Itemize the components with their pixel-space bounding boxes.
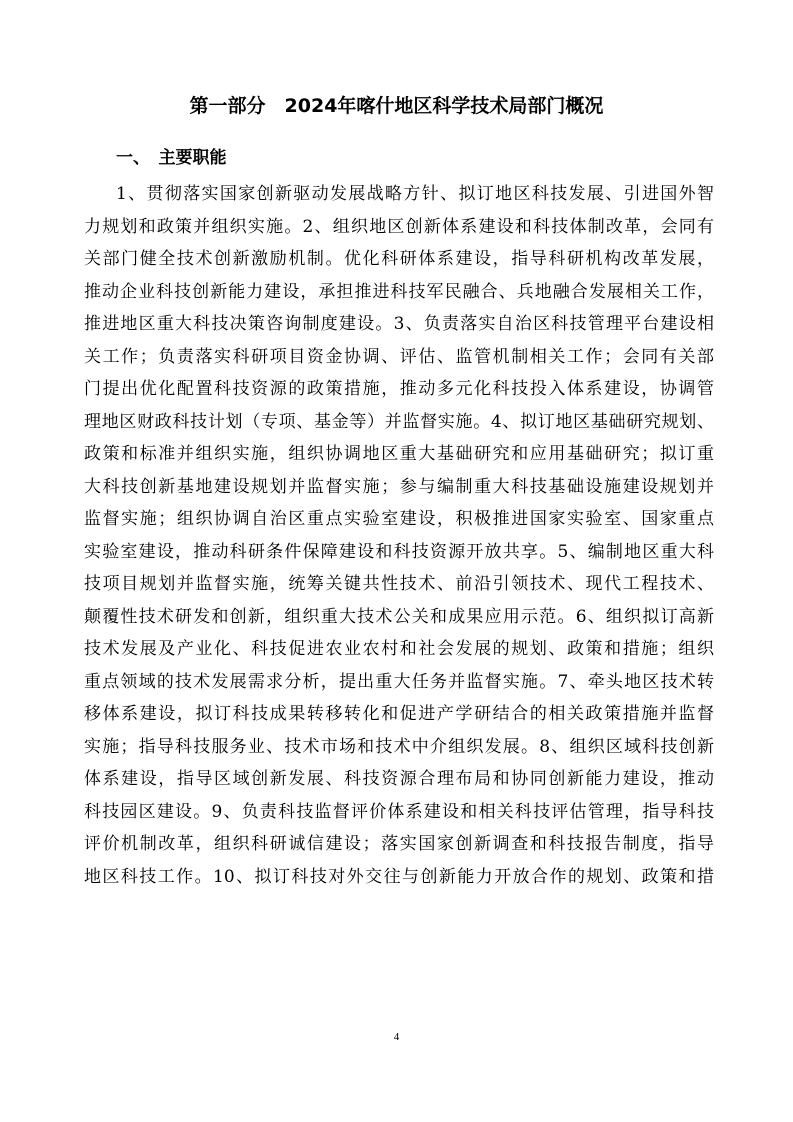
body-line: 技项目规划并监督实施，统筹关键共性技术、前沿引领技术、现代工程技术、 bbox=[84, 574, 714, 594]
body-line: 科技园区建设。9、负责科技监督评价体系建设和相关科技评估管理，指导科技 bbox=[84, 801, 714, 822]
body-line: 体系建设，指导区域创新发展、科技资源合理布局和协同创新能力建设，推动 bbox=[84, 769, 714, 789]
body-line: 关部门健全技术创新激励机制。优化科研体系建设，指导科研机构改革发展， bbox=[84, 249, 714, 269]
body-line: 实验室建设，推动科研条件保障建设和科技资源开放共享。5、编制地区重大科 bbox=[84, 541, 714, 562]
body-line: 政策和标准并组织实施，组织协调地区重大基础研究和应用基础研究；拟订重 bbox=[84, 444, 714, 464]
body-line: 理地区财政科技计划（专项、基金等）并监督实施。4、拟订地区基础研究规划、 bbox=[84, 411, 714, 432]
section-heading: 一、 主要职能 bbox=[116, 148, 227, 168]
page-number: 4 bbox=[393, 1031, 400, 1043]
body-line: 推动企业科技创新能力建设，承担推进科技军民融合、兵地融合发展相关工作， bbox=[84, 281, 714, 302]
body-line: 大科技创新基地建设规划并监督实施；参与编制重大科技基础设施建设规划并 bbox=[84, 476, 714, 497]
body-line: 评价机制改革，组织科研诚信建设；落实国家创新调查和科技报告制度，指导 bbox=[84, 834, 714, 854]
body-line: 力规划和政策并组织实施。2、组织地区创新体系建设和科技体制改革，会同有 bbox=[84, 216, 714, 237]
body-line: 关工作；负责落实科研项目资金协调、评估、监管机制相关工作；会同有关部 bbox=[84, 346, 714, 367]
body-line: 监督实施；组织协调自治区重点实验室建设，积极推进国家实验室、国家重点 bbox=[84, 509, 714, 529]
body-line: 1、贯彻落实国家创新驱动发展战略方针、拟订地区科技发展、引进国外智 bbox=[116, 184, 714, 204]
body-line: 颠覆性技术研发和创新，组织重大技术公关和成果应用示范。6、组织拟订高新 bbox=[84, 606, 714, 627]
page-title: 第一部分 2024年喀什地区科学技术局部门概况 bbox=[189, 95, 604, 117]
body-line: 实施；指导科技服务业、技术市场和技术中介组织发展。8、组织区域科技创新 bbox=[84, 736, 714, 757]
body-line: 重点领域的技术发展需求分析，提出重大任务并监督实施。7、牵头地区技术转 bbox=[84, 671, 714, 692]
body-line: 移体系建设，拟订科技成果转移转化和促进产学研结合的相关政策措施并监督 bbox=[84, 704, 714, 724]
body-line: 推进地区重大科技决策咨询制度建设。3、负责落实自治区科技管理平台建设相 bbox=[84, 314, 714, 334]
body-line: 地区科技工作。10、拟订科技对外交往与创新能力开放合作的规划、政策和措 bbox=[84, 866, 714, 887]
body-paragraph bbox=[84, 178, 714, 893]
body-line: 门提出优化配置科技资源的政策措施，推动多元化科技投入体系建设，协调管 bbox=[84, 379, 714, 399]
body-line: 技术发展及产业化、科技促进农业农村和社会发展的规划、政策和措施；组织 bbox=[84, 639, 714, 659]
